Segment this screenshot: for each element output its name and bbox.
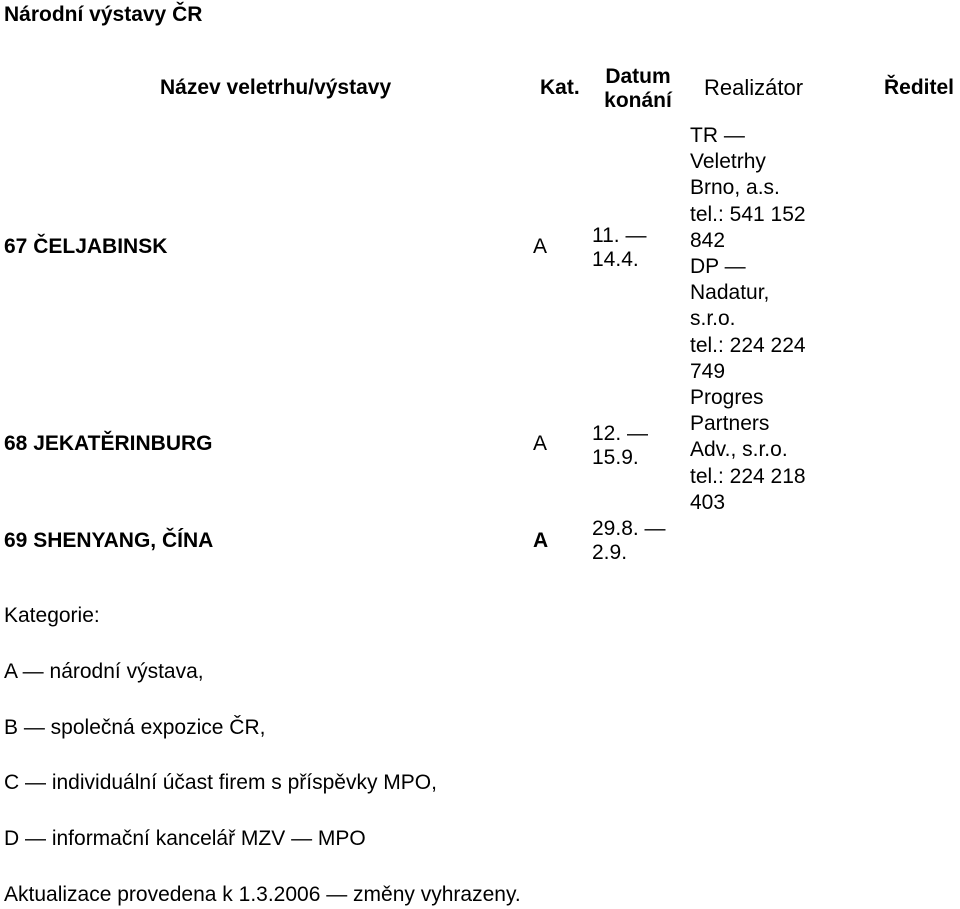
- row-3-date-line-1: 29.8. —: [592, 517, 666, 540]
- row-1-date: [592, 224, 646, 272]
- organizer-line: Adv., s.r.o.: [690, 438, 788, 462]
- footer-note: Aktualizace provedena k 1.3.2006 — změny vyhrazeny.: [4, 883, 521, 906]
- organizer-line: Progres: [690, 386, 764, 410]
- header-name: Název veletrhu/výstavy: [160, 76, 392, 99]
- header-category: Kat.: [540, 76, 580, 99]
- header-date-line-1: Datum: [605, 65, 671, 88]
- row-3-name: 69 SHENYANG, ČÍNA: [4, 529, 214, 552]
- legend-item-c: C — individuální účast firem s příspěvky MPO,: [4, 771, 437, 794]
- organizer-line: tel.: 224 218: [690, 464, 806, 488]
- row-2-date: [592, 422, 648, 470]
- header-director: Ředitel: [884, 76, 955, 99]
- row-1-category: A: [533, 235, 548, 258]
- organizer-line: s.r.o.: [690, 307, 736, 331]
- legend-item-d: D — informační kancelář MZV — MPO: [4, 827, 366, 850]
- header-date: [596, 65, 680, 113]
- organizer-column: [690, 123, 806, 516]
- organizer-line: 403: [690, 490, 726, 514]
- organizer-line: Brno, a.s.: [690, 176, 780, 200]
- organizer-line: TR —: [690, 124, 745, 147]
- legend-title: Kategorie:: [4, 604, 100, 627]
- organizer-line: Nadatur,: [690, 281, 770, 305]
- row-2-date-line-2: 15.9.: [592, 446, 639, 469]
- legend-item-b: B — společná expozice ČR,: [4, 716, 266, 739]
- organizer-line: DP —: [690, 255, 746, 279]
- page-title: Národní výstavy ČR: [4, 3, 203, 26]
- row-3-category: A: [533, 529, 549, 552]
- row-3-date-line-2: 2.9.: [592, 541, 628, 564]
- row-2-category: A: [533, 432, 548, 455]
- organizer-line: tel.: 541 152: [690, 202, 806, 226]
- organizer-line: Veletrhy: [690, 150, 766, 174]
- organizer-line: 749: [690, 359, 726, 383]
- organizer-line: tel.: 224 224: [690, 333, 806, 357]
- organizer-line: Partners: [690, 412, 770, 436]
- organizer-line: 842: [690, 228, 726, 252]
- header-organizer: Realizátor: [704, 75, 804, 100]
- row-1-date-line-2: 14.4.: [592, 248, 639, 271]
- header-date-line-2: konání: [604, 89, 672, 112]
- legend-item-a: A — národní výstava,: [4, 660, 204, 683]
- row-2-name: 68 JEKATĚRINBURG: [4, 432, 213, 455]
- row-3-date: [592, 517, 666, 565]
- row-1-name: 67 ČELJABINSK: [4, 235, 168, 258]
- row-1-date-line-1: 11. —: [592, 224, 647, 247]
- row-2-date-line-1: 12. —: [592, 422, 649, 445]
